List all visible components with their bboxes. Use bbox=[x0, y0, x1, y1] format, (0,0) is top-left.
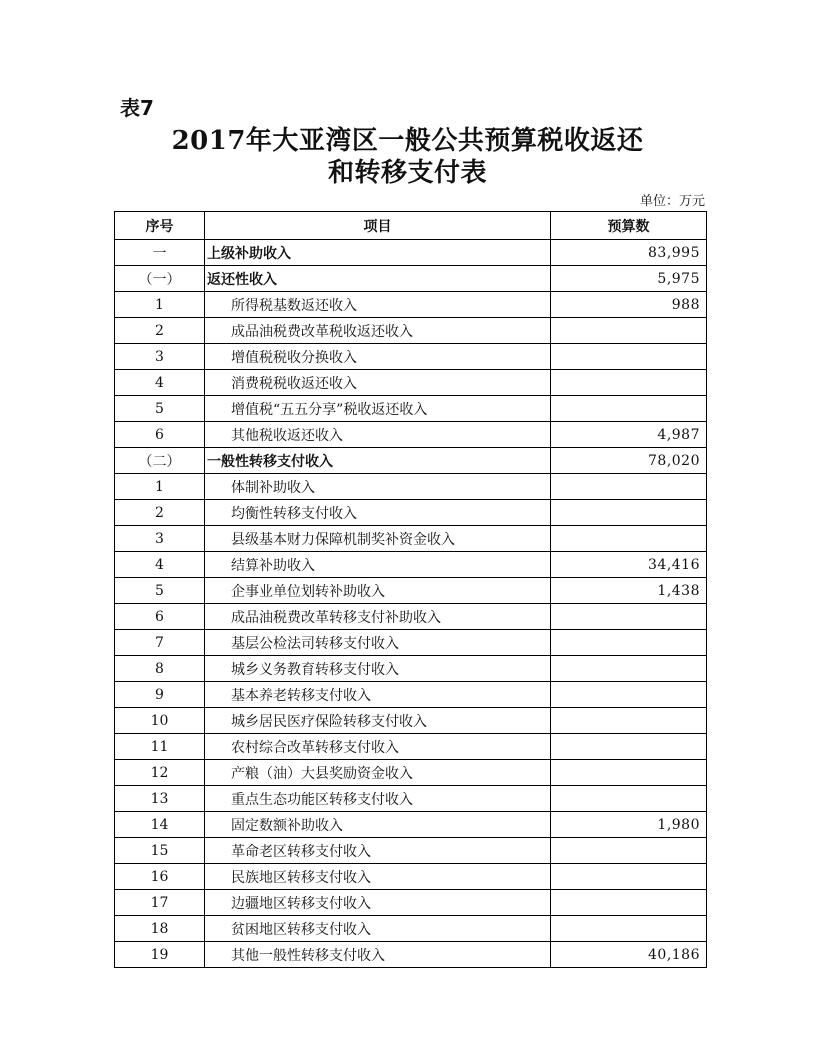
row-amount bbox=[551, 708, 707, 734]
table-row bbox=[115, 760, 707, 786]
table-row bbox=[115, 500, 707, 526]
row-item: 革命老区转移支付收入 bbox=[205, 838, 551, 864]
row-seq: 5 bbox=[115, 578, 205, 604]
row-amount bbox=[551, 682, 707, 708]
row-seq: 16 bbox=[115, 864, 205, 890]
table-row bbox=[115, 474, 707, 500]
row-amount bbox=[551, 630, 707, 656]
row-item: 结算补助收入 bbox=[205, 552, 551, 578]
row-amount bbox=[551, 526, 707, 552]
table-row bbox=[115, 604, 707, 630]
row-item: 一般性转移支付收入 bbox=[205, 448, 551, 474]
table-row bbox=[115, 526, 707, 552]
table-row bbox=[115, 396, 707, 422]
table-row bbox=[115, 708, 707, 734]
table-row bbox=[115, 292, 707, 318]
row-item: 体制补助收入 bbox=[205, 474, 551, 500]
table-label: 表7 bbox=[120, 96, 154, 120]
table-row bbox=[115, 240, 707, 266]
row-item: 企事业单位划转补助收入 bbox=[205, 578, 551, 604]
row-seq: （二） bbox=[115, 448, 205, 474]
table-row bbox=[115, 916, 707, 942]
row-amount bbox=[551, 656, 707, 682]
row-amount: 5,975 bbox=[551, 266, 707, 292]
row-item: 其他税收返还收入 bbox=[205, 422, 551, 448]
row-amount bbox=[551, 604, 707, 630]
table-row bbox=[115, 578, 707, 604]
table-row bbox=[115, 864, 707, 890]
row-seq: 一 bbox=[115, 240, 205, 266]
row-seq: 13 bbox=[115, 786, 205, 812]
row-amount bbox=[551, 344, 707, 370]
row-amount: 40,186 bbox=[551, 942, 707, 968]
table-row bbox=[115, 942, 707, 968]
row-amount bbox=[551, 318, 707, 344]
row-amount bbox=[551, 838, 707, 864]
row-amount bbox=[551, 396, 707, 422]
row-amount: 4,987 bbox=[551, 422, 707, 448]
table-row bbox=[115, 890, 707, 916]
row-seq: 4 bbox=[115, 552, 205, 578]
row-item: 县级基本财力保障机制奖补资金收入 bbox=[205, 526, 551, 552]
row-seq: 6 bbox=[115, 604, 205, 630]
row-item: 其他一般性转移支付收入 bbox=[205, 942, 551, 968]
table-header-row bbox=[115, 212, 707, 240]
row-seq: 18 bbox=[115, 916, 205, 942]
row-item: 所得税基数返还收入 bbox=[205, 292, 551, 318]
row-seq: 5 bbox=[115, 396, 205, 422]
row-amount: 83,995 bbox=[551, 240, 707, 266]
header-seq: 序号 bbox=[115, 212, 205, 240]
row-item: 重点生态功能区转移支付收入 bbox=[205, 786, 551, 812]
page-title-line1: 2017年大亚湾区一般公共预算税收返还 bbox=[171, 126, 644, 156]
row-amount bbox=[551, 500, 707, 526]
row-seq: 1 bbox=[115, 292, 205, 318]
table-row bbox=[115, 318, 707, 344]
row-item: 均衡性转移支付收入 bbox=[205, 500, 551, 526]
row-seq: 17 bbox=[115, 890, 205, 916]
row-item: 成品油税费改革转移支付补助收入 bbox=[205, 604, 551, 630]
table-row bbox=[115, 812, 707, 838]
page-title-line2: 和转移支付表 bbox=[327, 158, 487, 188]
table-row bbox=[115, 552, 707, 578]
row-item: 城乡居民医疗保险转移支付收入 bbox=[205, 708, 551, 734]
table-row bbox=[115, 370, 707, 396]
row-seq: 4 bbox=[115, 370, 205, 396]
header-item: 项目 bbox=[205, 212, 551, 240]
row-seq: 9 bbox=[115, 682, 205, 708]
table-row bbox=[115, 682, 707, 708]
row-item: 固定数额补助收入 bbox=[205, 812, 551, 838]
row-item: 增值税税收分换收入 bbox=[205, 344, 551, 370]
row-seq: 3 bbox=[115, 526, 205, 552]
row-item: 成品油税费改革税收返还收入 bbox=[205, 318, 551, 344]
row-seq: 10 bbox=[115, 708, 205, 734]
row-seq: 2 bbox=[115, 318, 205, 344]
row-amount bbox=[551, 786, 707, 812]
row-item: 基本养老转移支付收入 bbox=[205, 682, 551, 708]
row-amount bbox=[551, 370, 707, 396]
budget-table bbox=[114, 211, 707, 968]
row-seq: 2 bbox=[115, 500, 205, 526]
table-row bbox=[115, 838, 707, 864]
table-row bbox=[115, 786, 707, 812]
row-item: 增值税“五五分享”税收返还收入 bbox=[205, 396, 551, 422]
row-seq: 8 bbox=[115, 656, 205, 682]
row-item: 基层公检法司转移支付收入 bbox=[205, 630, 551, 656]
row-seq: 1 bbox=[115, 474, 205, 500]
table-row bbox=[115, 266, 707, 292]
table-row bbox=[115, 656, 707, 682]
table-row bbox=[115, 630, 707, 656]
table-row bbox=[115, 448, 707, 474]
row-seq: 6 bbox=[115, 422, 205, 448]
table-row bbox=[115, 344, 707, 370]
row-amount: 988 bbox=[551, 292, 707, 318]
table-row bbox=[115, 422, 707, 448]
row-amount bbox=[551, 760, 707, 786]
row-item: 民族地区转移支付收入 bbox=[205, 864, 551, 890]
row-amount: 1,980 bbox=[551, 812, 707, 838]
row-seq: 12 bbox=[115, 760, 205, 786]
unit-label: 单位：万元 bbox=[639, 194, 705, 209]
row-seq: 19 bbox=[115, 942, 205, 968]
row-amount bbox=[551, 474, 707, 500]
table-body bbox=[115, 240, 707, 968]
row-amount bbox=[551, 734, 707, 760]
row-seq: 3 bbox=[115, 344, 205, 370]
row-item: 消费税税收返还收入 bbox=[205, 370, 551, 396]
row-amount: 34,416 bbox=[551, 552, 707, 578]
row-item: 产粮（油）大县奖励资金收入 bbox=[205, 760, 551, 786]
row-seq: 14 bbox=[115, 812, 205, 838]
row-amount bbox=[551, 864, 707, 890]
row-item: 返还性收入 bbox=[205, 266, 551, 292]
row-item: 边疆地区转移支付收入 bbox=[205, 890, 551, 916]
row-seq: 7 bbox=[115, 630, 205, 656]
row-item: 贫困地区转移支付收入 bbox=[205, 916, 551, 942]
row-item: 农村综合改革转移支付收入 bbox=[205, 734, 551, 760]
row-item: 上级补助收入 bbox=[205, 240, 551, 266]
row-item: 城乡义务教育转移支付收入 bbox=[205, 656, 551, 682]
row-seq: 15 bbox=[115, 838, 205, 864]
row-amount: 78,020 bbox=[551, 448, 707, 474]
row-seq: （一） bbox=[115, 266, 205, 292]
header-amount: 预算数 bbox=[551, 212, 707, 240]
table-row bbox=[115, 734, 707, 760]
row-amount bbox=[551, 890, 707, 916]
row-amount bbox=[551, 916, 707, 942]
row-seq: 11 bbox=[115, 734, 205, 760]
row-amount: 1,438 bbox=[551, 578, 707, 604]
